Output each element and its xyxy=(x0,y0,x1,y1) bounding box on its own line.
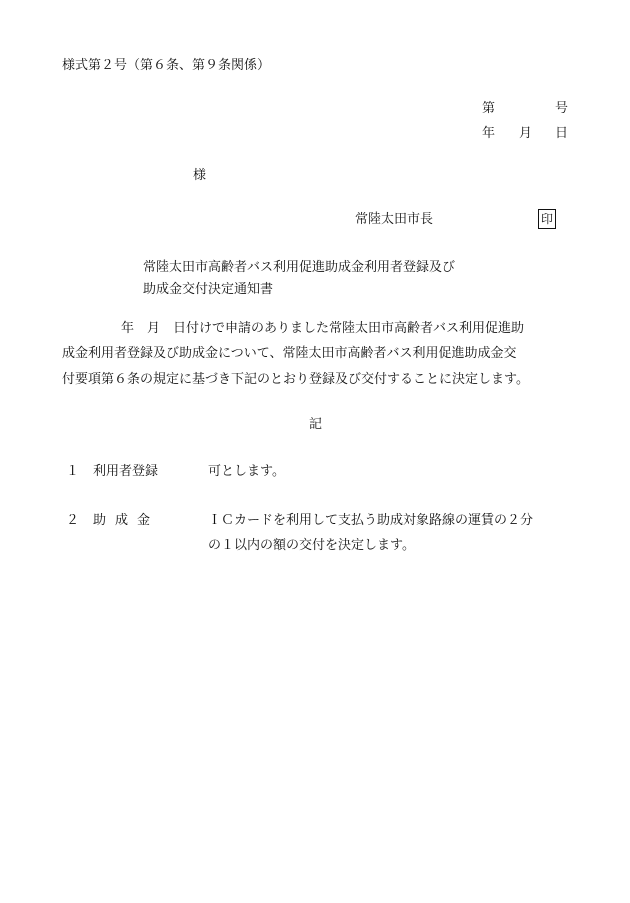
document-number-dai: 第 xyxy=(482,101,496,116)
date-day: 日 xyxy=(555,126,569,141)
seal-mark: 印 xyxy=(538,209,556,229)
document-number-go: 号 xyxy=(555,101,569,116)
document-title-line1: 常陸太田市高齢者バス利用促進助成金利用者登録及び xyxy=(143,260,456,275)
item-2-number: ２ xyxy=(66,513,80,528)
sender-name: 常陸太田市長 xyxy=(355,212,434,227)
item-1-number: １ xyxy=(66,464,80,479)
date-month: 月 xyxy=(519,126,533,141)
item-1-text: 可とします。 xyxy=(208,464,285,479)
item-2-text-line1: ＩＣカードを利用して支払う助成対象路線の運賃の２分 xyxy=(208,513,534,528)
document-title-line2: 助成金交付決定通知書 xyxy=(143,282,274,297)
body-text-line3: 付要項第６条の規定に基づき下記のとおり登録及び交付することに決定します。 xyxy=(62,372,529,387)
body-text-line2: 成金利用者登録及び助成金について、常陸太田市高齢者バス利用促進助成金交 xyxy=(62,346,517,361)
addressee-honorific: 様 xyxy=(193,168,207,183)
form-header: 様式第２号（第６条、第９条関係） xyxy=(62,58,271,73)
body-text-line1: 年 月 日付けで申請のありました常陸太田市高齢者バス利用促進助 xyxy=(121,321,525,336)
date-year: 年 xyxy=(482,126,496,141)
item-2-label: 助成金 xyxy=(93,513,160,528)
item-2-text-line2: の１以内の額の交付を決定します。 xyxy=(208,538,415,553)
ki-heading: 記 xyxy=(309,417,323,432)
item-1-label: 利用者登録 xyxy=(93,464,159,479)
